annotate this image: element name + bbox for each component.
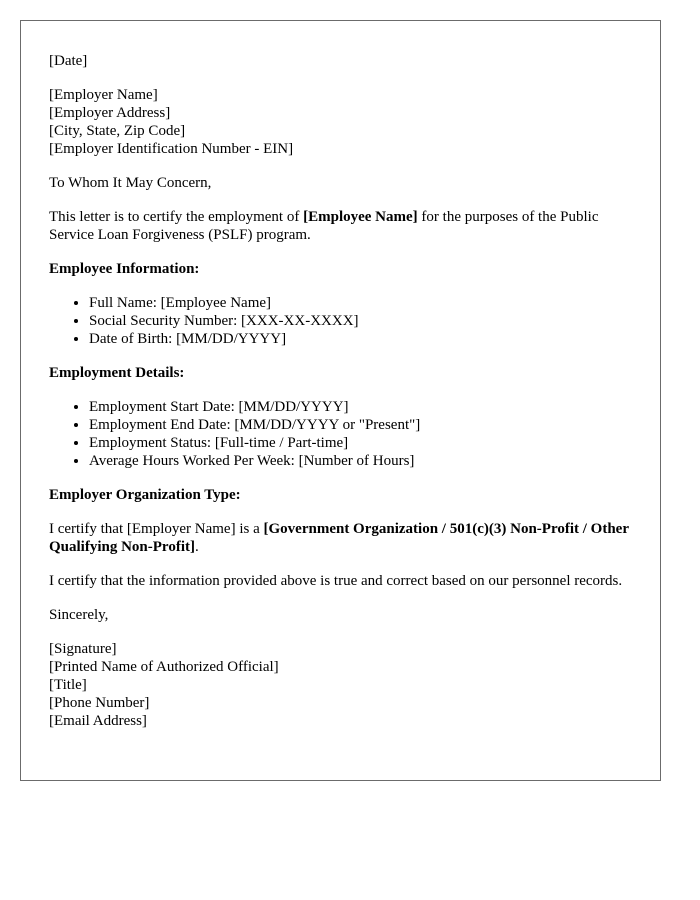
employee-info-heading: Employee Information: <box>49 261 200 277</box>
employer-address: [Employer Address] <box>49 105 171 121</box>
employee-info-list <box>49 294 632 348</box>
list-item: • Employment Status: [Full-time / Part-time] <box>89 434 632 452</box>
closing: Sincerely, <box>49 607 109 623</box>
intro-paragraph <box>49 208 632 244</box>
org-type-text-after: . <box>194 539 199 555</box>
employer-ein: [Employer Identification Number - EIN] <box>49 141 294 157</box>
phone-number: [Phone Number] <box>49 695 150 711</box>
list-item: • Date of Birth: [MM/DD/YYYY] <box>89 330 632 348</box>
email-address: [Email Address] <box>49 713 147 729</box>
official-title: [Title] <box>49 677 87 693</box>
letter-date: [Date] <box>49 53 88 69</box>
org-type-heading: Employer Organization Type: <box>49 487 241 503</box>
official-name: [Printed Name of Authorized Official] <box>49 659 279 675</box>
org-type-options: [Government Organization / 501(c)(3) Non-Profit / Other Qualifying Non-Profit] <box>49 521 629 555</box>
signature-line: [Signature] <box>49 641 117 657</box>
intro-employee-name: [Employee Name] <box>303 209 418 225</box>
employer-address-block <box>49 86 632 158</box>
salutation: To Whom It May Concern, <box>49 175 212 191</box>
signature-block <box>49 640 632 730</box>
org-type-paragraph <box>49 520 632 556</box>
intro-text-before: This letter is to certify the employment of <box>49 209 304 225</box>
list-item: • Social Security Number: [XXX-XX-XXXX] <box>89 312 632 330</box>
org-type-text-before: I certify that [Employer Name] is a <box>49 521 264 537</box>
letter-page <box>20 20 661 781</box>
certification-paragraph: I certify that the information provided above is true and correct based on our personnel records. <box>49 573 623 589</box>
list-item: • Full Name: [Employee Name] <box>89 294 632 312</box>
list-item: • Employment Start Date: [MM/DD/YYYY] <box>89 398 632 416</box>
employment-details-heading: Employment Details: <box>49 365 185 381</box>
employment-details-list <box>49 398 632 470</box>
list-item: • Average Hours Worked Per Week: [Number of Hours] <box>89 452 632 470</box>
employer-city-state-zip: [City, State, Zip Code] <box>49 123 186 139</box>
list-item: • Employment End Date: [MM/DD/YYYY or "Present"] <box>89 416 632 434</box>
intro-text-after: for the purposes of the Public Service Loan Forgiveness (PSLF) program. <box>49 209 599 243</box>
employer-name: [Employer Name] <box>49 87 158 103</box>
